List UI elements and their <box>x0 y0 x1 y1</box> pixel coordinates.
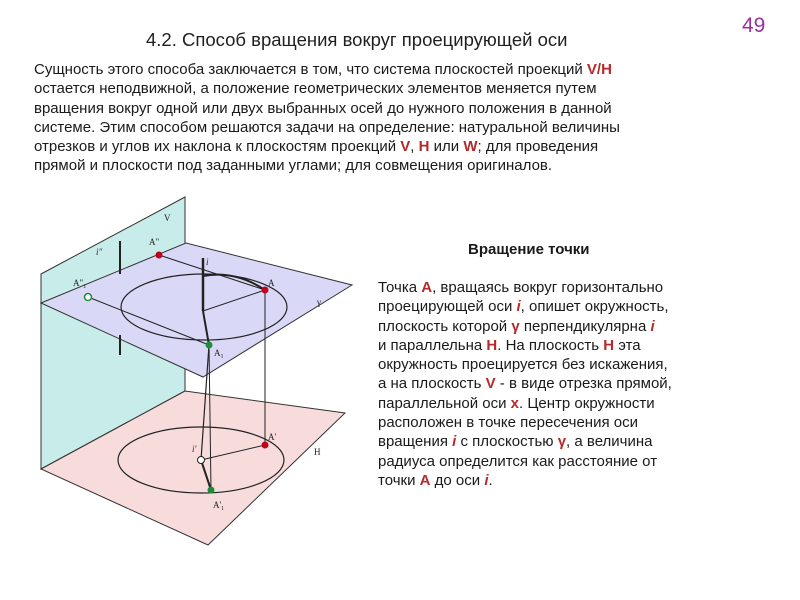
label-gamma: γ <box>317 297 321 307</box>
text-run: перпендикулярна <box>519 317 651 335</box>
text-run: A <box>419 471 431 489</box>
text-run: ; для проведения <box>477 138 599 156</box>
text-run: прямой и плоскости под заданными углами; для совмещения оригиналов. <box>34 157 553 175</box>
text-run: до оси <box>430 471 485 489</box>
text-run: остается неподвижной, а положение геометрических элементов меняется путем <box>34 80 597 98</box>
label-a-front: A" <box>149 237 160 247</box>
label-h: H <box>314 447 321 457</box>
text-line <box>378 394 778 413</box>
label-a1-front: $A"_1$ <box>73 278 87 290</box>
text-run: i <box>650 317 655 335</box>
text-run: . <box>488 471 493 489</box>
label-a-top: A' <box>268 432 277 442</box>
text-run: точки <box>378 471 420 489</box>
page-number: 49 <box>742 14 766 37</box>
text-line <box>378 413 778 432</box>
text-line <box>378 317 778 336</box>
text-run: , опишет окружность, <box>520 298 669 316</box>
text-run: i <box>484 471 489 489</box>
point-a1-top <box>208 487 215 494</box>
text-run: V <box>485 375 496 393</box>
point-a1-front <box>85 294 92 301</box>
label-v: V <box>164 213 171 223</box>
text-run: вращения <box>378 433 453 451</box>
text-run: γ <box>557 433 567 451</box>
text-run: эта <box>614 336 641 354</box>
text-run: параллельной оси <box>378 394 511 412</box>
text-run: . Центр окружности <box>518 394 655 412</box>
point-i-top <box>198 457 205 464</box>
text-run: H <box>603 336 615 354</box>
text-line <box>378 355 778 374</box>
text-run: . На плоскость <box>497 336 604 354</box>
text-run: плоскость которой <box>378 317 512 335</box>
description-paragraph <box>378 278 778 490</box>
text-line <box>378 452 778 471</box>
text-run: H <box>418 138 430 156</box>
text-run: системе. Этим способом решаются задачи на определение: натуральной величины <box>34 118 620 136</box>
text-run: а на плоскость <box>378 375 486 393</box>
point-a1 <box>206 342 213 349</box>
text-run: - в виде отрезка прямой, <box>495 375 672 393</box>
text-line <box>378 278 778 297</box>
text-run: , вращаясь вокруг горизонтально <box>432 279 664 296</box>
point-a-front <box>156 252 163 259</box>
text-run: x <box>510 394 519 412</box>
label-a1: $A_1$ <box>214 348 224 360</box>
text-run: , <box>410 138 419 156</box>
text-run: W <box>463 138 478 156</box>
text-run: i <box>452 433 457 451</box>
text-run: расположен в точке пересечения оси <box>378 414 638 432</box>
text-run: окружность проецируется без искажения, <box>378 356 668 374</box>
point-a-top <box>262 442 269 449</box>
section-title: Вращение точки <box>468 241 590 258</box>
text-run: с плоскостью <box>456 433 558 451</box>
label-axis-i-front: i" <box>96 247 103 257</box>
text-line <box>378 336 778 355</box>
text-run: , а величина <box>566 433 653 451</box>
text-run: или <box>429 138 464 156</box>
text-run: проецирующей оси <box>378 298 517 316</box>
text-run: радиуса определится как расстояние от <box>378 452 658 470</box>
text-run: Сущность этого способа заключается в том, что система плоскостей проекций <box>34 61 587 78</box>
text-run: и параллельна <box>378 336 487 354</box>
text-line <box>378 374 778 393</box>
text-line <box>378 297 778 316</box>
text-run: отрезков и углов их наклона к плоскостям проекций <box>34 138 401 156</box>
text-run: γ <box>511 317 520 335</box>
label-a1-top: $A'_1$ <box>213 500 225 512</box>
text-run: V/H <box>586 61 612 78</box>
slide-title: 4.2. Способ вращения вокруг проецирующей оси <box>146 29 568 50</box>
label-a: A <box>268 278 275 288</box>
text-run: V <box>400 138 411 156</box>
text-run: i <box>516 298 521 316</box>
text-run: A <box>421 279 433 296</box>
text-run: H <box>486 336 498 354</box>
text-run: вращения вокруг одной или двух выбранных осей до нужного положения в данной <box>34 99 612 117</box>
text-line <box>378 471 778 490</box>
text-line <box>378 432 778 451</box>
label-axis-i-top: i' <box>192 444 197 454</box>
label-axis-i: i <box>206 257 209 267</box>
text-run: Точка <box>378 279 422 296</box>
